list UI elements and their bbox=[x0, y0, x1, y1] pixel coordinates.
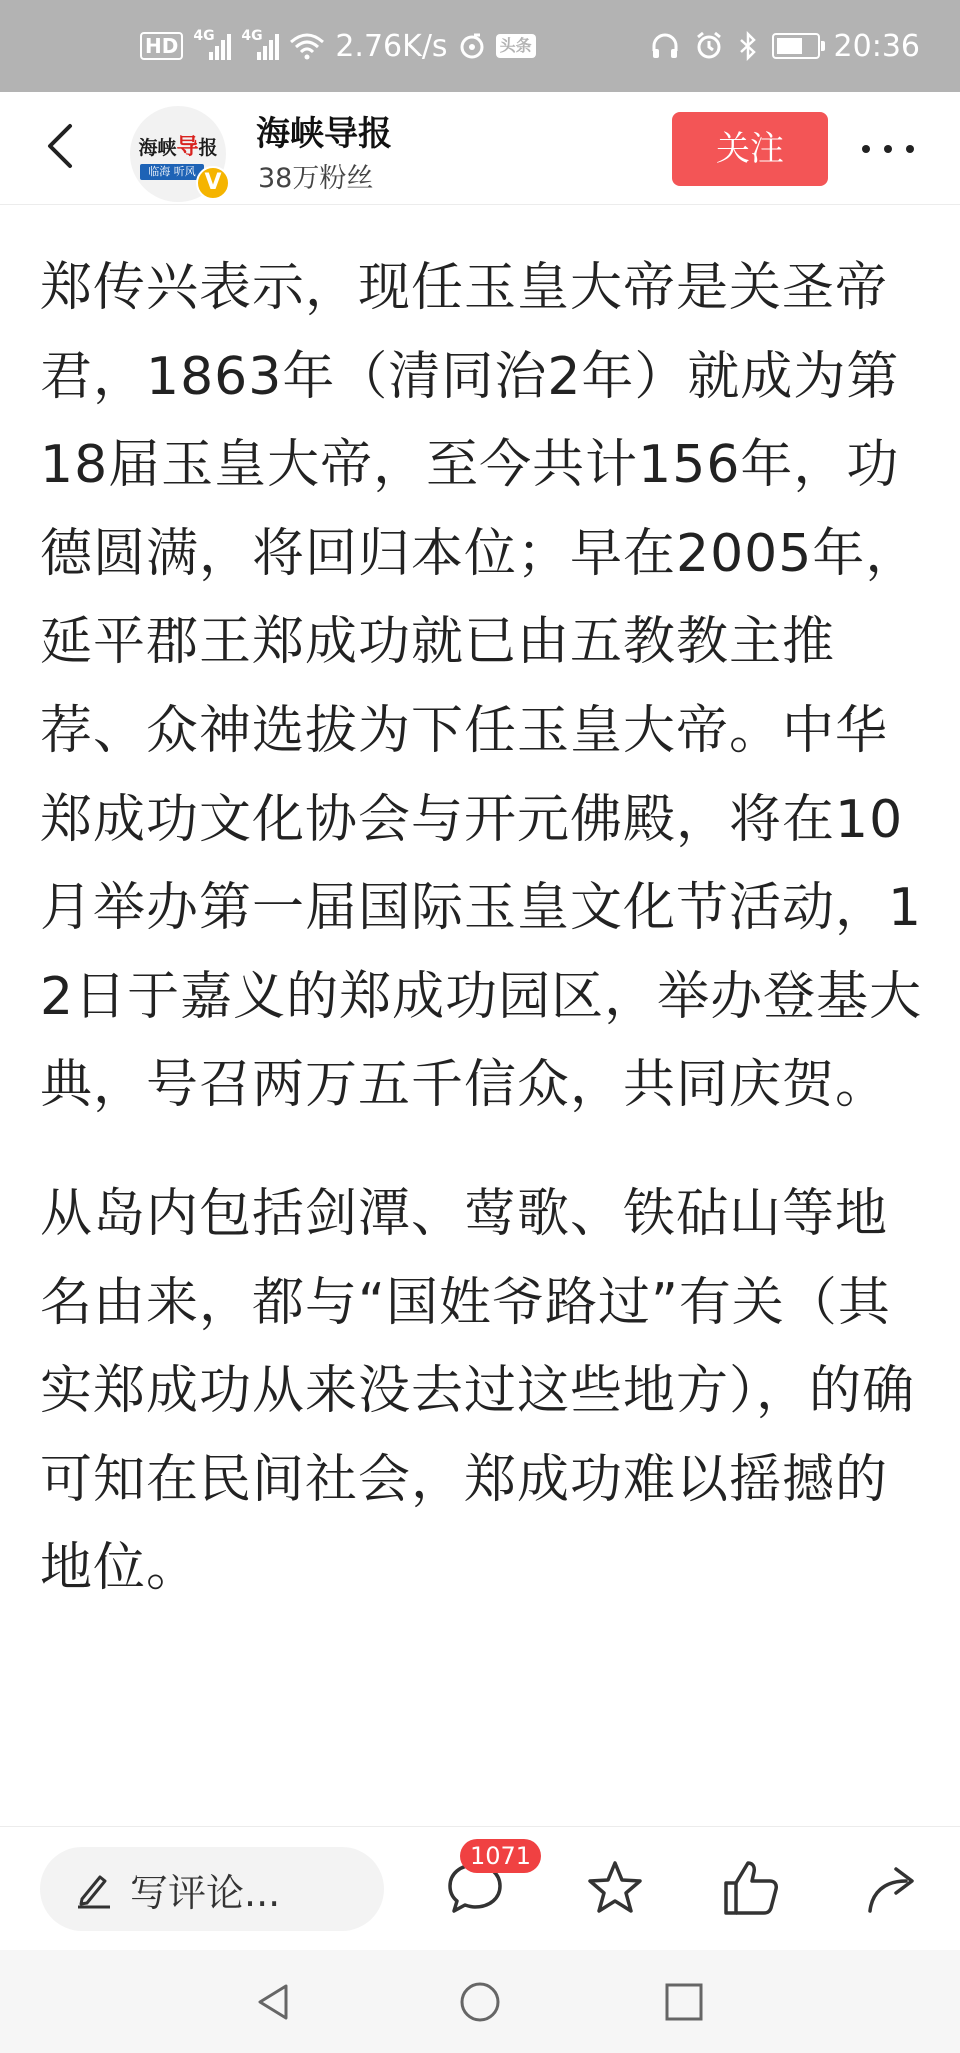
follow-button[interactable]: 关注 bbox=[672, 112, 828, 186]
signal-icon: 4G bbox=[241, 32, 279, 60]
comment-input[interactable] bbox=[40, 1847, 384, 1931]
comment-placeholder: 写评论... bbox=[130, 1870, 281, 1915]
pen-icon bbox=[74, 1869, 114, 1909]
network-speed: 2.76K/s bbox=[335, 28, 448, 64]
verified-icon: V bbox=[196, 166, 230, 200]
comment-count-badge: 1071 bbox=[460, 1839, 541, 1873]
app-notification-icon bbox=[458, 32, 486, 60]
bluetooth-icon bbox=[738, 31, 758, 61]
bottom-toolbar bbox=[0, 1826, 960, 1951]
status-bar-right bbox=[650, 0, 920, 92]
article-paragraph: 从岛内包括剑潭、莺歌、铁砧山等地名由来，都与“国姓爷路过”有关（其实郑成功从来没去过这些地方），的确可知在民间社会，郑成功难以摇撼的地位。 bbox=[40, 1183, 916, 1599]
nav-recents-icon[interactable] bbox=[662, 1980, 706, 2024]
alarm-icon bbox=[694, 31, 724, 61]
account-name[interactable]: 海峡导报 bbox=[256, 114, 392, 154]
fan-count: 38万粉丝 bbox=[258, 163, 374, 194]
back-arrow-icon[interactable] bbox=[34, 118, 90, 174]
article-header bbox=[0, 92, 960, 205]
wifi-icon bbox=[289, 32, 325, 60]
thumbs-up-icon[interactable] bbox=[720, 1857, 782, 1919]
signal-icon: 4G bbox=[193, 32, 231, 60]
clock: 20:36 bbox=[833, 28, 920, 64]
headphones-icon bbox=[650, 31, 680, 61]
article-paragraph: 郑传兴表示，现任玉皇大帝是关圣帝君，1863年（清同治2年）就成为第18届玉皇大帝，至今共计156年，功德圆满，将回归本位；早在2005年，延平郡王郑成功就已由五教教主推荐、众神选拔为下任玉皇大帝。中华郑成功文化协会与开元佛殿，将在10月举办第一届国际玉皇文化节活动，12日于嘉义的郑成功园区，举办登基大典，号召两万五千信众，共同庆贺。 bbox=[40, 258, 923, 1116]
share-icon[interactable] bbox=[862, 1857, 924, 1919]
logo-wordmark: 海峡导报 bbox=[138, 134, 218, 160]
account-avatar[interactable] bbox=[130, 106, 226, 202]
status-bar-left bbox=[140, 0, 536, 92]
article-body bbox=[40, 244, 930, 1653]
status-bar bbox=[0, 0, 960, 92]
nav-back-icon[interactable] bbox=[252, 1980, 296, 2024]
hd-indicator: HD bbox=[140, 32, 183, 60]
battery-icon bbox=[772, 33, 820, 59]
star-icon[interactable] bbox=[584, 1857, 646, 1919]
nav-home-icon[interactable] bbox=[458, 1980, 502, 2024]
system-nav-bar bbox=[0, 1950, 960, 2053]
logo-tagline: 临海 听风 bbox=[140, 164, 204, 180]
toutiao-icon: 头条 bbox=[496, 34, 536, 58]
more-icon[interactable] bbox=[858, 134, 918, 164]
